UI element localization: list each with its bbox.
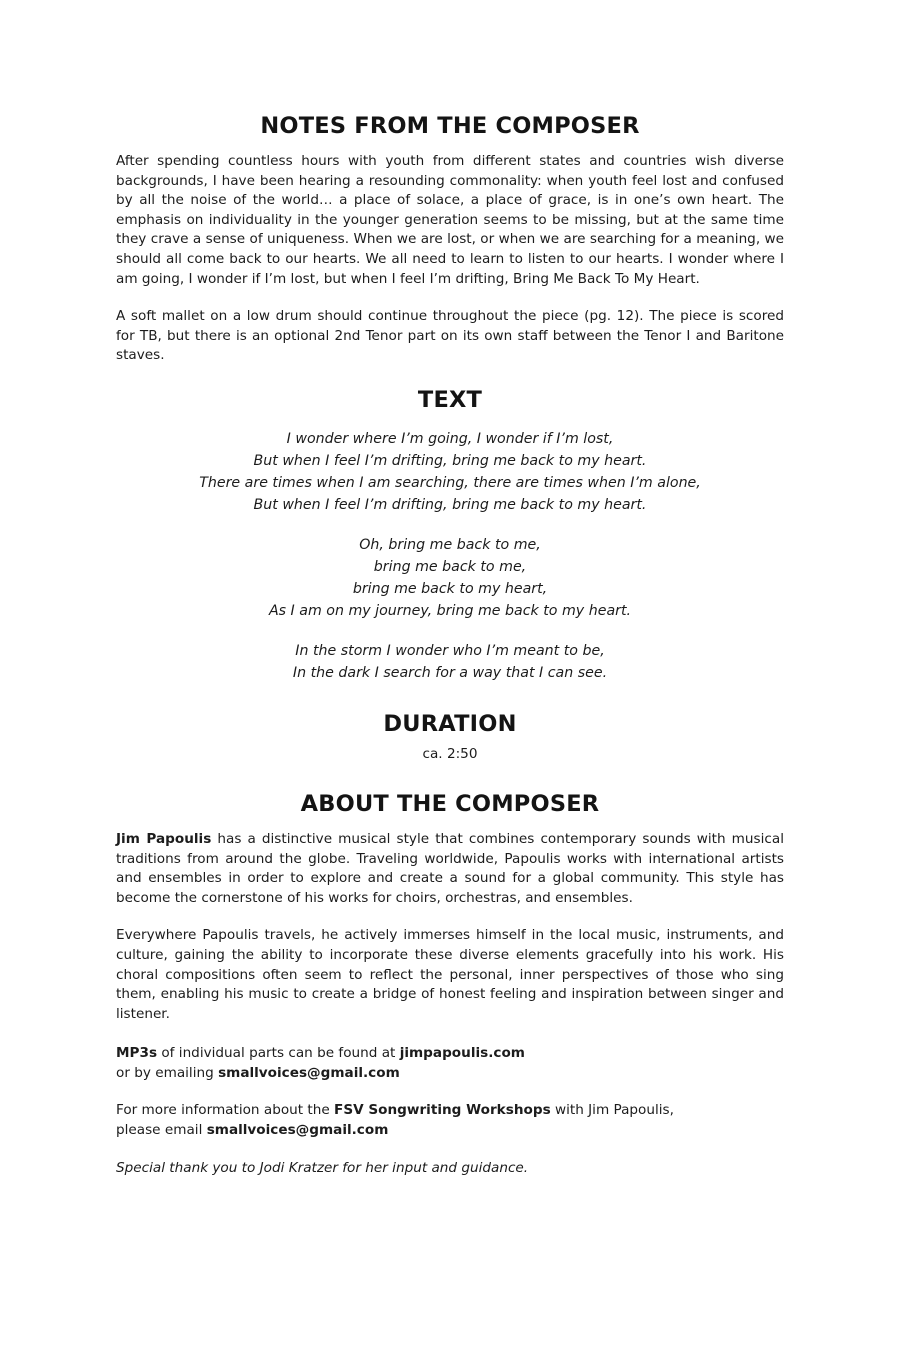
document-page bbox=[116, 112, 784, 1178]
lyric-line: But when I feel I’m drifting, bring me back to my heart. bbox=[253, 452, 647, 469]
mp3-text: of individual parts can be found at bbox=[157, 1045, 400, 1062]
lyrics-stanza-3 bbox=[116, 640, 784, 684]
thanks-note: Special thank you to Jodi Kratzer for her input and guidance. bbox=[116, 1159, 529, 1176]
lyric-line: But when I feel I’m drifting, bring me back to my heart. bbox=[253, 496, 647, 513]
lyric-line: Oh, bring me back to me, bbox=[359, 536, 541, 553]
about-paragraph-1-text: has a distinctive musical style that combines contemporary sounds with musical traditions from around the globe. Traveling worldwide, Papoulis works with international artists and ensembles in order to explore and create a sound for a global community. This style has become the cornerstone of his works for choirs, orchestras, and ensembles. bbox=[116, 830, 784, 906]
website-link[interactable]: jimpapoulis.com bbox=[399, 1045, 525, 1062]
notes-heading: NOTES FROM THE COMPOSER bbox=[260, 113, 640, 139]
duration-value: ca. 2:50 bbox=[422, 745, 478, 762]
lyric-line: bring me back to me, bbox=[373, 558, 527, 575]
about-paragraph-1 bbox=[116, 830, 784, 908]
workshop-suffix: with Jim Papoulis, bbox=[550, 1102, 674, 1119]
lyric-line: As I am on my journey, bring me back to my heart. bbox=[268, 602, 632, 619]
email-line bbox=[116, 1064, 784, 1084]
workshop-email-line bbox=[116, 1121, 784, 1141]
mp3-info bbox=[116, 1044, 784, 1083]
text-heading: TEXT bbox=[417, 386, 483, 413]
workshop-info bbox=[116, 1101, 784, 1140]
lyric-line: There are times when I am searching, there are times when I’m alone, bbox=[199, 474, 701, 491]
workshop-line bbox=[116, 1101, 784, 1121]
mp3-label: MP3s bbox=[116, 1045, 158, 1062]
workshop-name: FSV Songwriting Workshops bbox=[334, 1102, 551, 1119]
email-link[interactable]: smallvoices@gmail.com bbox=[218, 1064, 400, 1081]
about-paragraph-2: Everywhere Papoulis travels, he actively immerses himself in the local music, instruments, and culture, gaining the ability to incorporate these diverse elements gracefully into his work. His choral compositions often seem to reflect the personal, inner perspectives of those who sing them, enabling his music to create a bridge of honest feeling and inspiration between singer and listener. bbox=[116, 927, 784, 1022]
lyric-line: In the storm I wonder who I’m meant to be, bbox=[295, 642, 605, 659]
composer-name: Jim Papoulis bbox=[116, 830, 212, 847]
please-email-text: please email bbox=[116, 1122, 207, 1139]
duration-heading: DURATION bbox=[383, 710, 517, 737]
notes-paragraph-1: After spending countless hours with youth from different states and countries wish diverse backgrounds, I have been hearing a resounding commonality: when youth feel lost and confused by all the noise of the world… a place of solace, a place of grace, is in one’s own heart. The emphasis on individuality in the younger generation seems to be missing, but at the same time they crave a sense of uniqueness. When we are lost, or when we are searching for a meaning, we should all come back to our hearts. We all need to learn to listen to our hearts. I wonder where I am going, I wonder if I’m lost, but when I feel I’m drifting, Bring Me Back To My Heart. bbox=[116, 153, 784, 287]
lyrics-stanza-2 bbox=[116, 534, 784, 622]
about-heading: ABOUT THE COMPOSER bbox=[300, 790, 600, 817]
notes-paragraph-2: A soft mallet on a low drum should continue throughout the piece (pg. 12). The piece is scored for TB, but there is an optional 2nd Tenor part on its own staff between the Tenor I and Baritone staves. bbox=[116, 308, 784, 364]
thanks-block bbox=[116, 1159, 784, 1179]
workshop-prefix: For more information about the bbox=[116, 1102, 335, 1119]
workshop-email-link[interactable]: smallvoices@gmail.com bbox=[206, 1122, 389, 1139]
mp3-line bbox=[116, 1044, 784, 1064]
emailing-text: or by emailing bbox=[116, 1064, 219, 1081]
lyric-line: bring me back to my heart, bbox=[352, 580, 548, 597]
lyric-line: In the dark I search for a way that I can see. bbox=[292, 664, 608, 681]
lyrics-stanza-1 bbox=[116, 428, 784, 516]
lyric-line: I wonder where I’m going, I wonder if I’m lost, bbox=[286, 430, 614, 447]
